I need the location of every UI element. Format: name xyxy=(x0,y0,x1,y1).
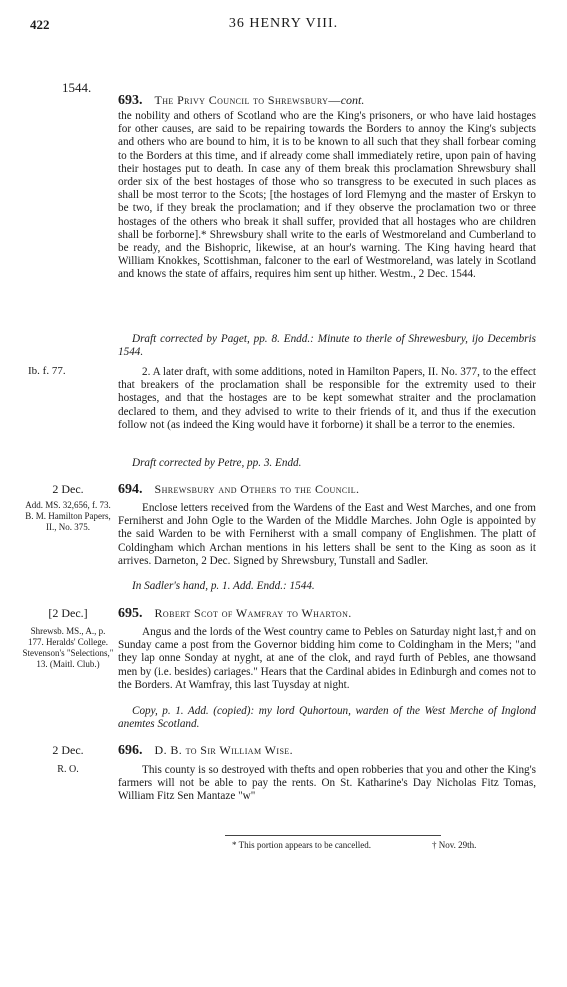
footnote-dagger: † Nov. 29th. xyxy=(432,840,477,850)
entry-body-695: Angus and the lords of the West country came to Pebles on Saturday night last,† and on Sunday came a post from the Governor bidding him come to Coldingham in the Mers; "and they lap onne Sonday at nyght, at ane of the clok, and rayd furth of Pebles, ane thowsand men by (i.e. besides) cariages." Hears that the Cardinal abides in Edinburgh and comes not to the Borders. At Wamfray, this last Tuysday at night. xyxy=(118,626,536,691)
margin-year: 1544. xyxy=(62,80,92,95)
entry-note-694: In Sadler's hand, p. 1. Add. Endd.: 1544. xyxy=(132,580,315,592)
margin-date-696: 2 Dec. xyxy=(52,743,84,757)
entry-heading-693 xyxy=(118,93,536,109)
entry-title: D. B. to Sir William Wise. xyxy=(154,743,293,757)
entry-title: Shrewsbury and Others to the Council. xyxy=(154,482,360,496)
entry-number: 693. xyxy=(118,93,143,108)
entry-number: 696. xyxy=(118,743,143,758)
footnote-rule xyxy=(225,835,441,836)
margin-ref-694: Add. MS. 32,656, f. 73. B. M. Hamilton Papers, II., No. 375. xyxy=(25,500,111,532)
entry-title: The Privy Council to Shrewsbury— xyxy=(154,93,341,107)
entry-body-696: This county is so destroyed with thefts and open robberies that you and other the King's farmers will not be able to pay the rents. On St. Katharine's Day Nicholas Fitz Tomas, William Fitz Sen Mantaze "w" xyxy=(118,764,536,803)
entry-body-693: the nobility and others of Scotland who are the King's prisoners, or who have laid hostages for other causes, are said to be repairing towards the Borders to annoy the King's subjects and others who are bound to him, it is to be known to all such that they shall forbear coming to the Borders at this time, and if already come shall immediately retire, upon pain of having their hostages put to death. In case any of them break this proclamation Shrewsbury shall order six of the best hostages of those who so transgress to be executed in such places as shall be most terror to the Scots; [the hostages of lord Flemyng and the master of Erskyn to be two, if they break the proclamation; and if they observe the proclamation two or three hostages of the others who break it shall suffer, provided that all hostages who are children shall be forborne].* Shrewsbury shall write to the earls of Westmoreland and Cumberland to be ready, and the Bishopric, likewise, at an hour's warning. The King having heard that William Knokkes, Scottishman, falconer to the earl of Westmoreland, was lately in Scotland and knows the state of affairs, requires him sent up hither. Westm., 2 Dec. 1544. xyxy=(118,110,536,281)
entry-number: 694. xyxy=(118,482,143,497)
entry-note-695: Copy, p. 1. Add. (copied): my lord Quhortoun, warden of the West Merche of Inglond anemtes Scotland. xyxy=(118,705,536,731)
entry-number: 695. xyxy=(118,606,143,621)
margin-date-694: 2 Dec. xyxy=(52,482,84,496)
entry-heading-694 xyxy=(118,482,536,498)
footnote-star: * This portion appears to be cancelled. xyxy=(232,840,372,850)
entry-note2-693: Draft corrected by Petre, pp. 3. Endd. xyxy=(132,457,302,469)
entry-para2-693: 2. A later draft, with some additions, noted in Hamilton Papers, II. No. 377, to the effect that breakers of the proclamation shall be responsible for the extremity used to their hostages, and that the hostages are to be kept somewhat straiter and the proclamation declared to them, and they advised to write to their friends of it, and thus if the execution follow not (as indeed the King would have it forborne) it shall be a terror to the enemies. xyxy=(118,366,536,431)
margin-ref-696: R. O. xyxy=(57,764,79,775)
margin-ref-695: Shrewsb. MS., A., p. 177. Heralds' College. Stevenson's "Selections," 13. (Maitl. Club.) xyxy=(22,626,114,669)
entry-title-suffix: cont. xyxy=(340,93,365,107)
entry-note-693: Draft corrected by Paget, pp. 8. Endd.: Minute to therle of Shrewesbury, ijo Decembris 1544. xyxy=(118,333,536,359)
entry-title: Robert Scot of Wamfray to Wharton. xyxy=(154,606,352,620)
margin-ref-693b: Ib. f. 77. xyxy=(28,365,66,377)
running-title: 36 HENRY VIII. xyxy=(228,16,339,31)
entry-heading-696 xyxy=(118,743,536,759)
entry-body-694: Enclose letters received from the Wardens of the East and West Marches, and one from Ferniherst and John Ogle to the Warden of the Middle Marches. John Ogle is appointed by the said Warden to be with Ferniherst with a small company of Englishmen. The platt of Coldingham which Archan mentions in his letters shall be sent to the King as soon as it arrives. Darneton, 2 Dec. Signed by Shrewsbury, Tunstall and Sadler. xyxy=(118,502,536,567)
page-number: 422 xyxy=(30,17,50,32)
margin-date-695: [2 Dec.] xyxy=(48,606,88,620)
entry-heading-695 xyxy=(118,606,536,622)
